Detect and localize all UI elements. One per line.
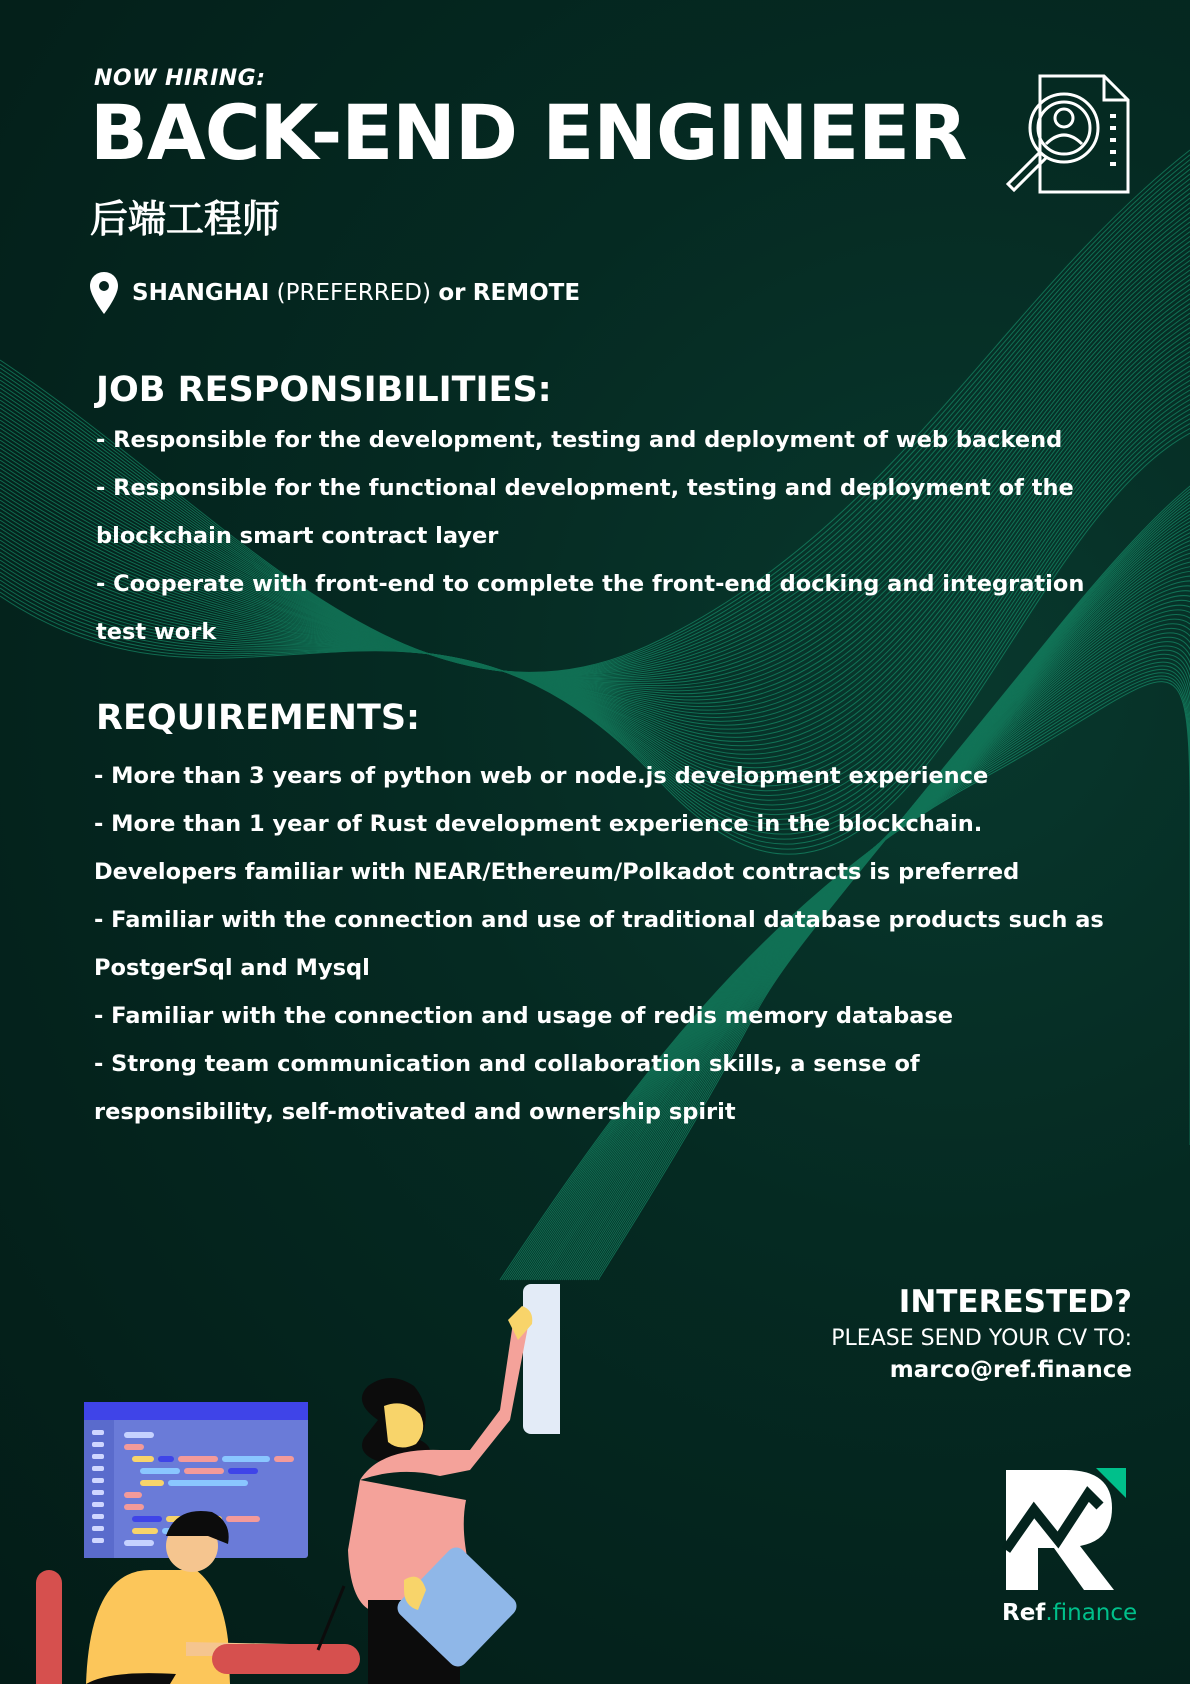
- requirements-list: [94, 752, 1104, 1136]
- location-paren-open: (: [276, 280, 286, 306]
- requirement-item: - Familiar with the connection and usage of redis memory database: [94, 1003, 954, 1029]
- job-title: BACK-END ENGINEER: [90, 88, 967, 177]
- ref-finance-logo: [1000, 1464, 1130, 1594]
- brand-name-suffix: finance: [1052, 1600, 1138, 1626]
- responsibilities-heading: JOB RESPONSIBILITIES:: [96, 370, 552, 410]
- contact-block: [831, 1284, 1132, 1383]
- brand-name-ref: Ref: [1002, 1600, 1046, 1626]
- location-pin-icon: [90, 272, 118, 314]
- contact-email[interactable]: marco@ref.finance: [889, 1357, 1132, 1383]
- requirement-item: - Strong team communication and collaboration skills, a sense of responsibility, self-motivated and ownership spirit: [94, 1051, 920, 1125]
- responsibility-item: - Responsible for the functional development, testing and deployment of the blockchain smart contract layer: [96, 475, 1074, 549]
- job-title-chinese: 后端工程师: [90, 197, 281, 241]
- responsibilities-list: [96, 416, 1126, 656]
- requirements-heading: REQUIREMENTS:: [96, 698, 421, 738]
- location-remote: REMOTE: [472, 280, 581, 306]
- brand-name-dot: .: [1045, 1600, 1053, 1626]
- team-illustration: [0, 1270, 560, 1684]
- send-cv-label: PLEASE SEND YOUR CV TO:: [831, 1326, 1132, 1351]
- location-paren-close: ): [422, 280, 431, 306]
- requirement-item: - Familiar with the connection and use of traditional database products such as PostgerSql and Mysql: [94, 907, 1104, 981]
- location-city: SHANGHAI: [132, 280, 270, 306]
- interested-heading: INTERESTED?: [898, 1284, 1132, 1320]
- job-location: [90, 272, 580, 314]
- requirement-item: - More than 1 year of Rust development experience in the blockchain. Developers familiar with NEAR/Ethereum/Polkadot contracts is preferred: [94, 811, 1020, 885]
- location-preferred: PREFERRED: [285, 280, 423, 306]
- brand-name: [1002, 1600, 1137, 1626]
- location-or: or: [438, 280, 466, 306]
- responsibility-item: - Cooperate with front-end to complete the front-end docking and integration test work: [96, 571, 1085, 645]
- resume-search-icon: [1000, 72, 1134, 196]
- requirement-item: - More than 3 years of python web or node.js development experience: [94, 763, 989, 789]
- now-hiring-label: NOW HIRING:: [94, 66, 266, 91]
- responsibility-item: - Responsible for the development, testing and deployment of web backend: [96, 427, 1063, 453]
